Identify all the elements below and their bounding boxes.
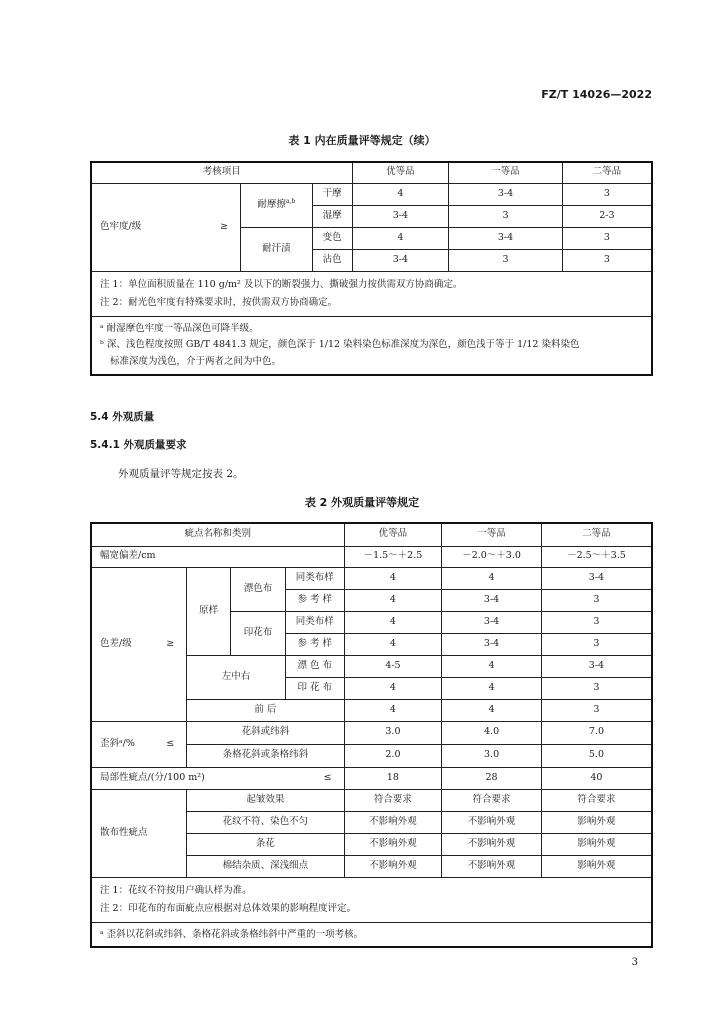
table2-header-row <box>91 523 652 546</box>
footnote-row <box>91 316 652 375</box>
sub-label: 干摩 <box>312 183 352 205</box>
table2-caption: 表 2 外观质量评等规定 <box>304 496 420 509</box>
note: 注 1：花纹不符按用户确认样为准。 <box>100 884 252 896</box>
value-cell: 5.0 <box>541 744 652 767</box>
ref-sample-label: 参 考 样 <box>285 589 344 611</box>
printed-label: 印花布 <box>231 611 286 655</box>
value-cell: 不影响外观 <box>344 833 442 855</box>
value-cell: 3-4 <box>442 633 542 655</box>
section-5-4: 5.4 外观质量 <box>90 411 155 423</box>
notes-row <box>91 271 652 316</box>
scatter-name: 起皱效果 <box>187 789 344 811</box>
rub-label: 耐摩擦$^{a,b}$ <box>240 183 312 227</box>
original-sample-label: 原样 <box>187 567 231 655</box>
scatter-defects-label: 散布性疵点 <box>91 789 187 877</box>
value-cell: 4 <box>344 633 442 655</box>
value-cell: 3 <box>541 589 652 611</box>
value-cell: 符合要求 <box>344 789 442 811</box>
value-cell: 4-5 <box>344 655 442 677</box>
value-cell: 4 <box>344 677 442 699</box>
value-cell: 18 <box>344 767 442 789</box>
skew-label: 歪斜ᵃ/% ≤ <box>91 721 187 767</box>
table1-footnotes <box>91 316 652 375</box>
value-cell: 3-4 <box>352 205 449 227</box>
col-item: 疵点名称和类别 <box>91 523 344 546</box>
value-cell: 不影响外观 <box>442 833 542 855</box>
standard-number: FZ/T 14026—2022 <box>541 88 652 101</box>
sub-label: 变色 <box>312 227 352 249</box>
notes-row <box>91 877 652 922</box>
colorfastness-label: 色牢度/级 ≥ <box>91 183 240 271</box>
value-cell: 4.0 <box>442 721 542 744</box>
value-cell: 3-4 <box>449 227 563 249</box>
sub-label: 湿摩 <box>312 205 352 227</box>
same-type-label: 同类布样 <box>285 567 344 589</box>
value-cell: 符合要求 <box>541 789 652 811</box>
value-cell: 4 <box>344 699 442 721</box>
value-cell: 4 <box>442 699 542 721</box>
page-number: 3 <box>631 957 638 968</box>
note: 注 2：印花布的布面疵点应根据对总体效果的影响程度评定。 <box>100 902 357 914</box>
value-cell: 4 <box>352 227 449 249</box>
note: 注 1：单位面积质量在 110 g/m² 及以下的断裂强力、撕破强力按供需双方协商确定。 <box>100 278 463 290</box>
value-cell: 不影响外观 <box>344 855 442 877</box>
scatter-name: 棉结杂质、深浅细点 <box>187 855 344 877</box>
value-cell: 3.0 <box>344 721 442 744</box>
local-defects-label: 局部性疵点/(分/100 m²) ≤ <box>91 767 344 789</box>
col-grade-1: 优等品 <box>352 162 449 183</box>
table1 <box>90 161 653 376</box>
lmr-dyed-label: 漂 色 布 <box>285 655 344 677</box>
value-cell: 2.0 <box>344 744 442 767</box>
table-row <box>91 789 652 811</box>
footnote-row <box>91 922 652 947</box>
value-cell: 3-4 <box>352 249 449 271</box>
col-item: 考核项目 <box>91 162 352 183</box>
scatter-name: 条花 <box>187 833 344 855</box>
value-cell: 符合要求 <box>442 789 542 811</box>
footnote: ᵃ 歪斜以花斜或纬斜、条格花斜或条格纬斜中严重的一项考核。 <box>100 928 364 940</box>
value-cell: 不影响外观 <box>442 811 542 833</box>
lmr-label: 左中右 <box>187 655 286 699</box>
value-cell: 40 <box>541 767 652 789</box>
value-cell: －2.5～＋3.5 <box>541 546 652 567</box>
front-back-label: 前 后 <box>187 699 344 721</box>
value-cell: 不影响外观 <box>344 811 442 833</box>
value-cell: 3-4 <box>541 655 652 677</box>
table-row <box>91 183 652 205</box>
table2 <box>90 522 653 948</box>
value-cell: 3-4 <box>541 567 652 589</box>
value-cell: 3 <box>562 249 652 271</box>
value-cell: 不影响外观 <box>442 855 542 877</box>
table2-notes <box>91 877 652 922</box>
col-grade-1: 优等品 <box>344 523 442 546</box>
value-cell: 3 <box>562 183 652 205</box>
value-cell: 4 <box>344 611 442 633</box>
skew-name: 条格花斜或条格纬斜 <box>187 744 344 767</box>
table2-footnote <box>91 922 652 947</box>
value-cell: 4 <box>344 567 442 589</box>
value-cell: 3-4 <box>442 611 542 633</box>
color-diff-label: 色差/级 ≥ <box>91 567 187 721</box>
col-grade-2: 一等品 <box>449 162 563 183</box>
table1-caption: 表 1 内在质量评等规定（续） <box>288 134 436 147</box>
section-5-4-1: 5.4.1 外观质量要求 <box>90 439 187 451</box>
lmr-printed-label: 印 花 布 <box>285 677 344 699</box>
value-cell: 28 <box>442 767 542 789</box>
value-cell: 3-4 <box>442 589 542 611</box>
value-cell: 影响外观 <box>541 855 652 877</box>
value-cell: 3 <box>449 205 563 227</box>
table-row <box>91 567 652 589</box>
scatter-name: 花纹不符、染色不匀 <box>187 811 344 833</box>
footnote: ᵇ 深、浅色程度按照 GB/T 4841.3 规定，颜色深于 1/12 染料染色标准深度为深色，颜色浅于等于 1/12 染料染色 <box>100 339 580 351</box>
skew-name: 花斜或纬斜 <box>187 721 344 744</box>
table1-notes <box>91 271 652 316</box>
footnote: 标准深度为浅色，介于两者之间为中色。 <box>110 355 282 367</box>
value-cell: －1.5～＋2.5 <box>344 546 442 567</box>
value-cell: 3 <box>541 677 652 699</box>
value-cell: 2-3 <box>562 205 652 227</box>
col-grade-3: 二等品 <box>562 162 652 183</box>
note: 注 2：耐光色牢度有特殊要求时，按供需双方协商确定。 <box>100 296 338 308</box>
paragraph: 外观质量评等规定按表 2。 <box>118 468 244 480</box>
same-type-label: 同类布样 <box>285 611 344 633</box>
col-grade-2: 一等品 <box>442 523 542 546</box>
table-row <box>91 767 652 789</box>
value-cell: 3 <box>541 699 652 721</box>
sweat-label: 耐汗渍 <box>240 227 312 271</box>
table1-header-row <box>91 162 652 183</box>
value-cell: 7.0 <box>541 721 652 744</box>
table-row <box>91 546 652 567</box>
value-cell: 3 <box>562 227 652 249</box>
value-cell: 3 <box>541 633 652 655</box>
value-cell: 4 <box>442 567 542 589</box>
dyed-label: 漂色布 <box>231 567 286 611</box>
value-cell: 4 <box>442 655 542 677</box>
value-cell: 3.0 <box>442 744 542 767</box>
sub-label: 沾色 <box>312 249 352 271</box>
value-cell: 影响外观 <box>541 811 652 833</box>
value-cell: 3 <box>541 611 652 633</box>
ref-sample-label: 参 考 样 <box>285 633 344 655</box>
value-cell: 3-4 <box>449 183 563 205</box>
value-cell: 4 <box>442 677 542 699</box>
width-deviation-label: 幅宽偏差/cm <box>91 546 344 567</box>
value-cell: －2.0～＋3.0 <box>442 546 542 567</box>
footnote: ᵃ 耐湿摩色牢度一等品深色可降半级。 <box>100 322 259 334</box>
value-cell: 影响外观 <box>541 833 652 855</box>
value-cell: 4 <box>344 589 442 611</box>
value-cell: 4 <box>352 183 449 205</box>
value-cell: 3 <box>449 249 563 271</box>
table-row <box>91 721 652 744</box>
col-grade-3: 二等品 <box>541 523 652 546</box>
